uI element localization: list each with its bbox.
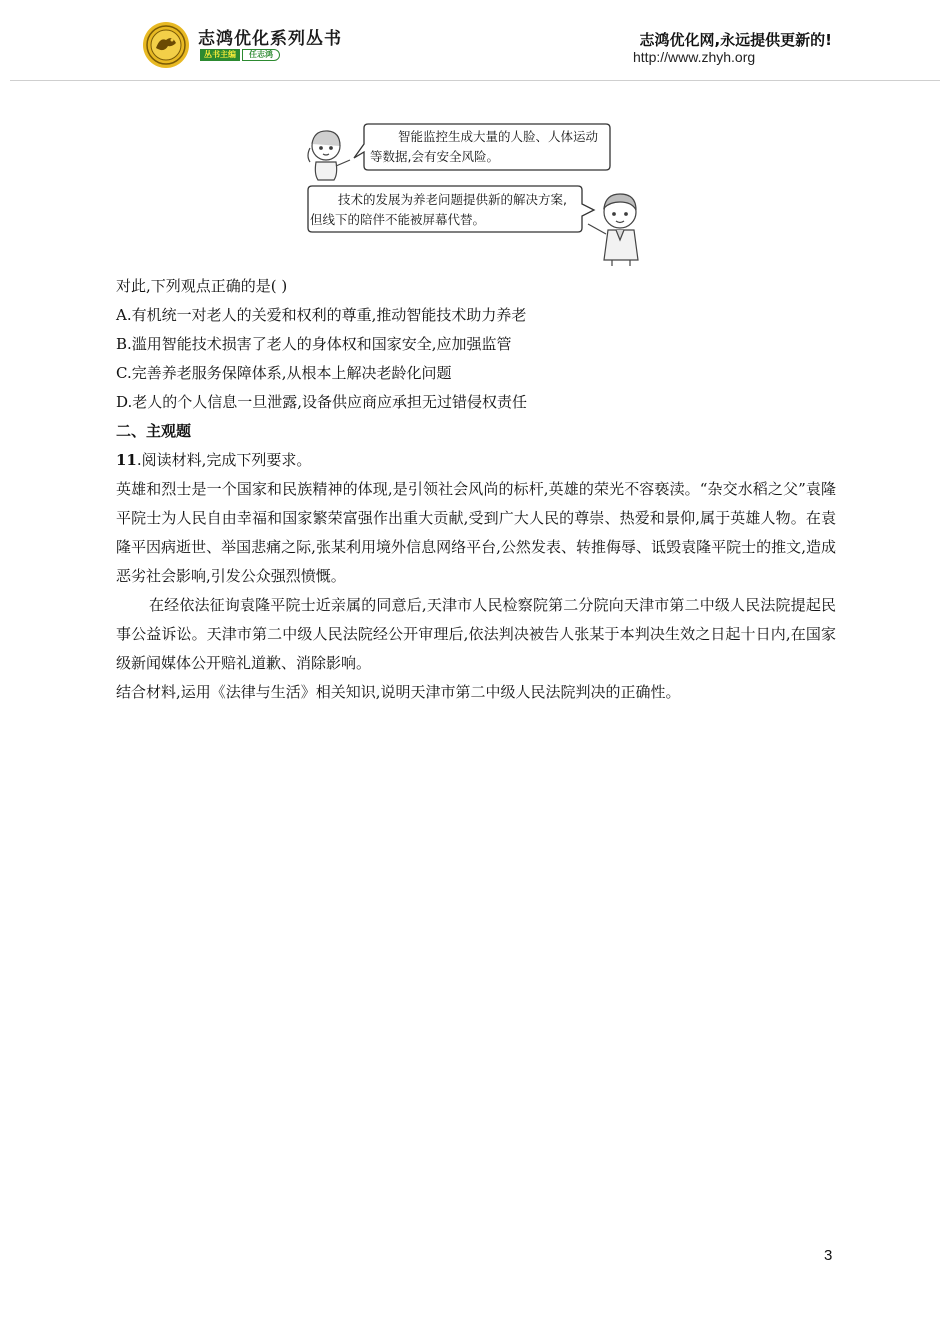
page-header <box>0 0 950 82</box>
site-url[interactable]: http://www.zhyh.org <box>633 49 756 65</box>
material-paragraph-1: 英雄和烈士是一个国家和民族精神的体现,是引领社会风尚的标杆,英雄的荣光不容亵渎。“杂交水稻之父”袁隆平院士为人民自由幸福和国家繁荣富强作出重大贡献,受到广大人民的尊崇、热爱和景仰,属于英雄人物。在袁隆平因病逝世、举国悲痛之际,张某利用境外信息网络平台,公然发表、转推侮辱、诋毁袁隆平院士的推文,造成恶劣社会影响,引发公众强烈愤慨。 <box>116 480 836 585</box>
page-number: 3 <box>824 1247 833 1264</box>
boy-figure-icon <box>588 194 638 266</box>
option-a: A.有机统一对老人的关爱和权利的尊重,推动智能技术助力养老 <box>116 306 527 324</box>
question-content <box>116 272 836 707</box>
speech-text-girl: 智能监控生成大量的人脸、人体运动等数据,会有安全风险。 <box>370 129 599 164</box>
question11-instruction: .阅读材料,完成下列要求。 <box>136 451 312 469</box>
question10-stem: 对此,下列观点正确的是( ) <box>116 277 288 295</box>
question11-prompt: 结合材料,运用《法律与生活》相关知识,说明天津市第二中级人民法院判决的正确性。 <box>116 683 681 701</box>
option-c: C.完善养老服务保障体系,从根本上解决老龄化问题 <box>116 364 452 382</box>
speech-text-boy: 技术的发展为养老问题提供新的解决方案,但线下的陪伴不能被屏幕代替。 <box>310 192 567 227</box>
editor-name: 任志鸿 <box>242 49 280 61</box>
editor-label: 丛书主编 <box>200 49 240 61</box>
series-logo-seal <box>142 21 190 69</box>
option-d: D.老人的个人信息一旦泄露,设备供应商应承担无过错侵权责任 <box>116 393 528 411</box>
girl-figure-icon <box>308 131 350 180</box>
material-paragraph-2: 在经依法征询袁隆平院士近亲属的同意后,天津市人民检察院第二分院向天津市第二中级人民法院提起民事公益诉讼。天津市第二中级人民法院经公开审理后,依法判决被告人张某于本判决生效之日起十日内,在国家级新闻媒体公开赔礼道歉、消除影响。 <box>116 596 836 672</box>
brand-title: 志鸿优化系列丛书 <box>198 29 342 49</box>
site-slogan: 志鸿优化网,永远提供更新的! <box>639 31 832 49</box>
dialogue-illustration <box>298 122 658 267</box>
editor-credit <box>200 49 280 61</box>
question11-number: 11 <box>116 451 137 469</box>
question11-heading <box>116 446 836 475</box>
option-b: B.滥用智能技术损害了老人的身体权和国家安全,应加强监管 <box>116 335 512 353</box>
header-divider <box>10 80 940 81</box>
section-heading: 二、主观题 <box>116 422 192 440</box>
